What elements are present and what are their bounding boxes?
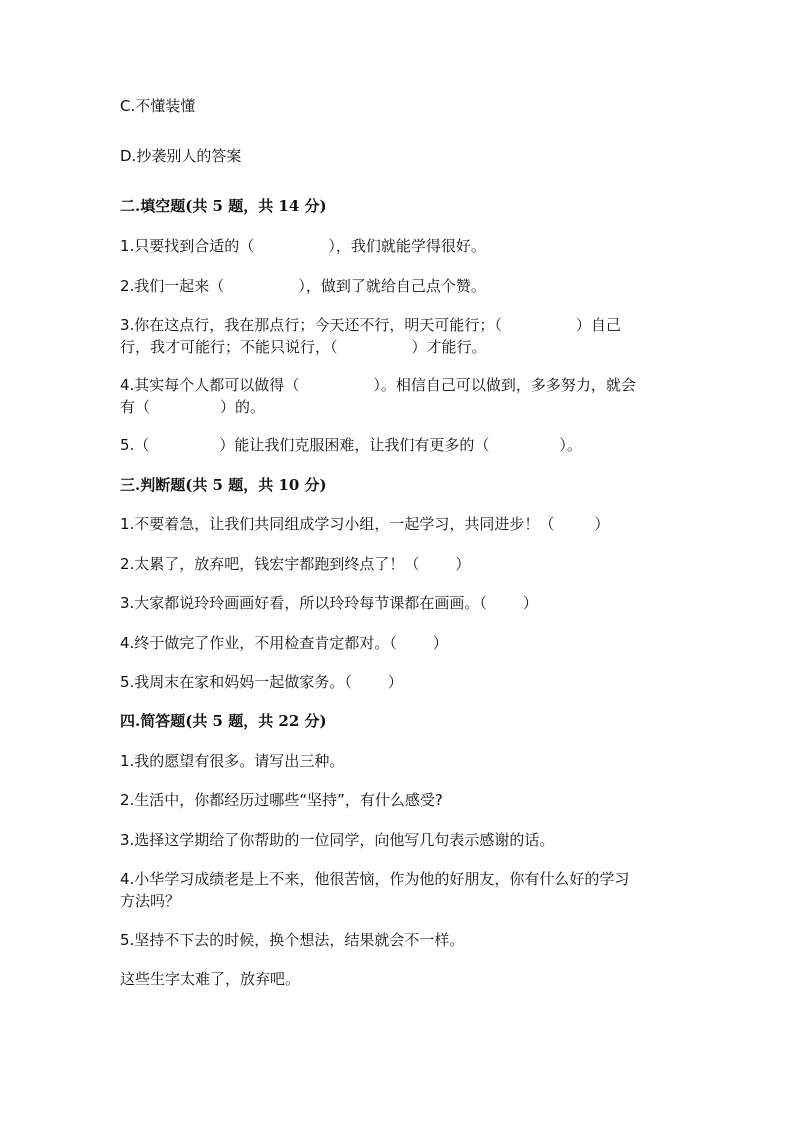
short-answer-question-2: 2.生活中，你都经历过哪些“坚持”，有什么感受? (120, 791, 443, 809)
judge-question-2: 2.太累了，放弃吧，钱宏宇都跑到终点了！（ ） (120, 555, 471, 573)
fill-question-2: 2.我们一起来（ ），做到了就给自己点个赞。 (120, 277, 486, 295)
short-answer-question-5: 5.坚持不下去的时候，换个想法，结果就会不一样。 (120, 931, 465, 949)
judge-question-4: 4.终于做完了作业，不用检查肯定都对。（ ） (120, 634, 448, 652)
short-answer-question-1: 1.我的愿望有很多。请写出三种。 (120, 752, 345, 770)
option-d: D.抄袭别人的答案 (120, 147, 242, 165)
fill-question-4-line-1: 4.其实每个人都可以做得（ ）。相信自己可以做到，多多努力，就会 (120, 376, 636, 394)
judge-question-1: 1.不要着急，让我们共同组成学习小组，一起学习，共同进步！（ ） (120, 515, 610, 533)
section-4-heading: 四.简答题(共 5 题，共 22 分) (120, 712, 327, 730)
fill-question-5: 5.（ ）能让我们克服困难，让我们有更多的（ ）。 (120, 436, 582, 454)
short-answer-question-4-line-1: 4.小华学习成绩老是上不来，他很苦恼，作为他的好朋友，你有什么好的学习 (120, 870, 630, 888)
fill-question-3-line-1: 3.你在这点行，我在那点行；今天还不行，明天可能行；（ ）自己 (120, 316, 621, 334)
judge-question-5: 5.我周末在家和妈妈一起做家务。（ ） (120, 673, 403, 691)
section-3-heading: 三.判断题(共 5 题，共 10 分) (120, 476, 327, 494)
short-answer-question-4-line-2: 方法吗？ (120, 892, 181, 910)
short-answer-question-3: 3.选择这学期给了你帮助的一位同学，向他写几句表示感谢的话。 (120, 831, 555, 849)
section-2-heading: 二.填空题(共 5 题，共 14 分) (120, 197, 327, 215)
fill-question-1: 1.只要找到合适的（ ），我们就能学得很好。 (120, 237, 486, 255)
option-c: C.不懂装懂 (120, 97, 196, 115)
judge-question-3: 3.大家都说玲玲画画好看，所以玲玲每节课都在画画。（ ） (120, 594, 538, 612)
fill-question-4-line-2: 有（ ）的。 (120, 398, 266, 416)
short-answer-question-5-scenario: 这些生字太难了，放弃吧。 (120, 970, 301, 988)
fill-question-3-line-2: 行，我才可能行；不能只说行，（ ）才能行。 (120, 338, 487, 356)
